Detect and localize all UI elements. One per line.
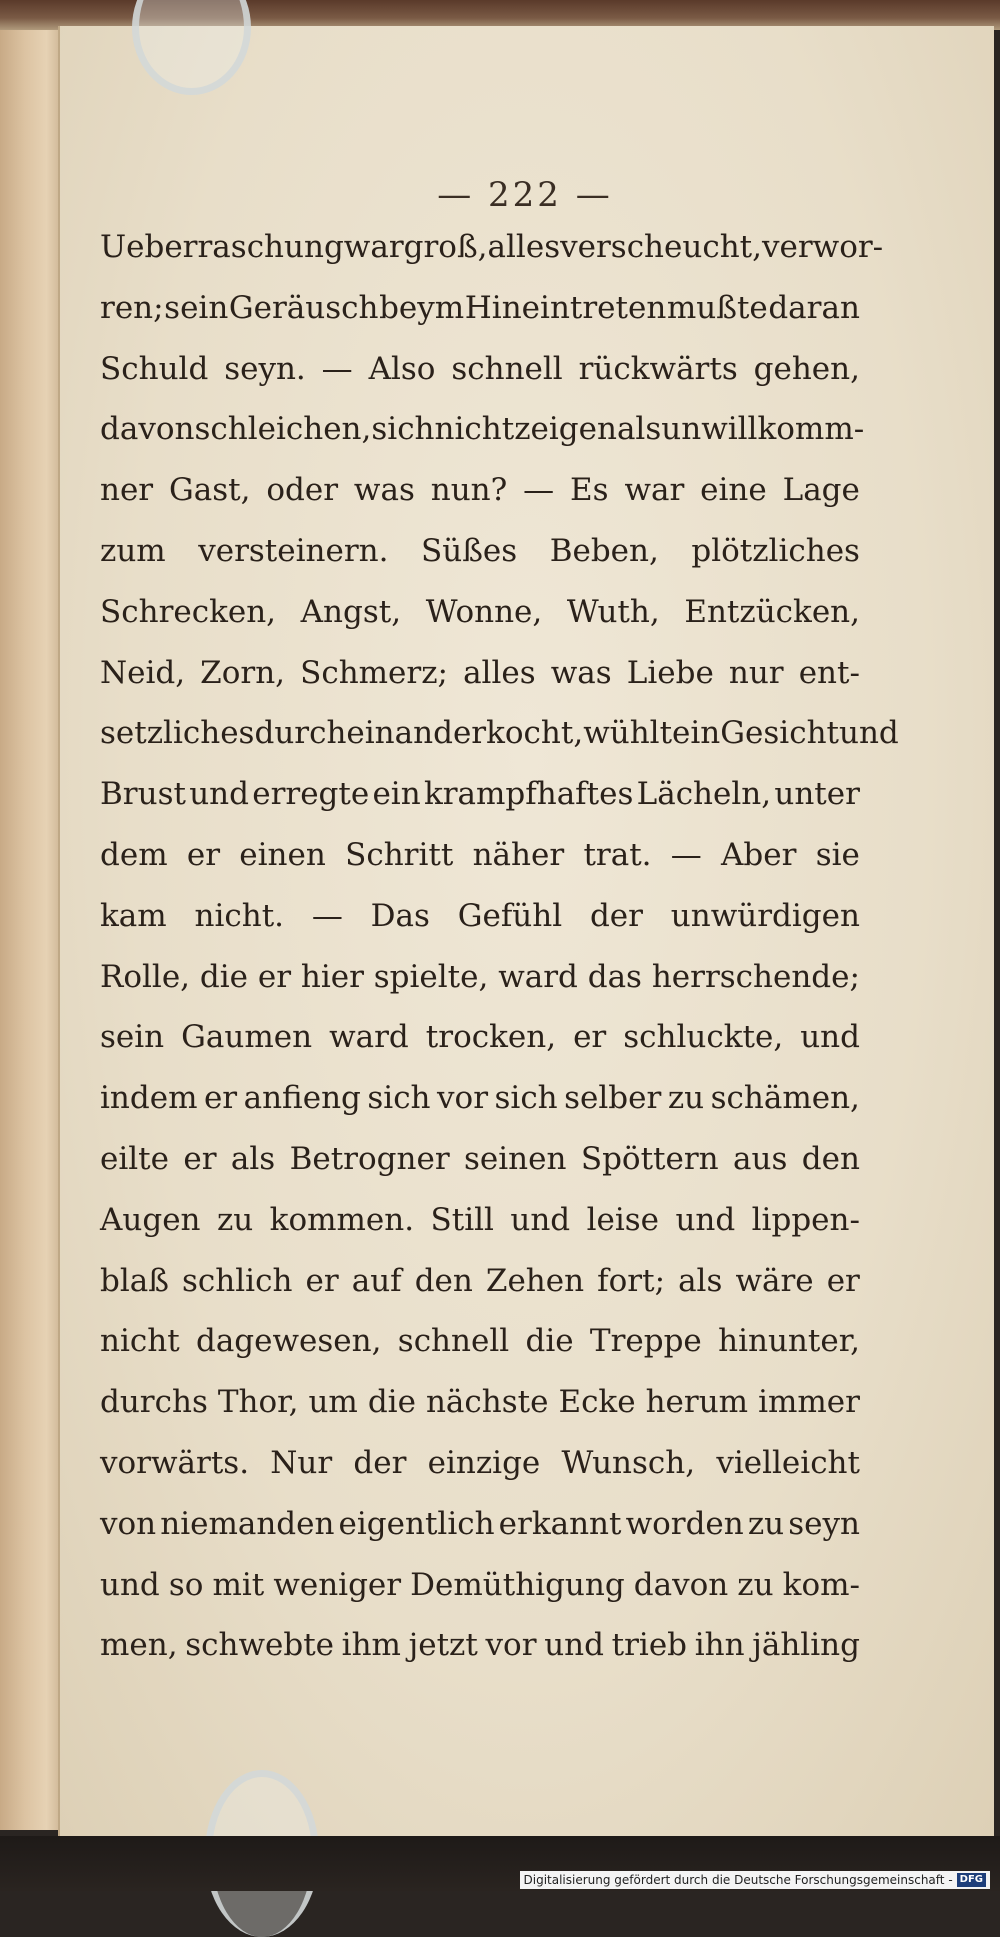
- text-word: vielleicht: [716, 1444, 860, 1481]
- text-word: Nur: [270, 1444, 333, 1481]
- page-stack-edge: [0, 30, 62, 1830]
- text-word: mit: [212, 1566, 265, 1603]
- text-word: er: [203, 1080, 238, 1117]
- text-word: alles: [487, 229, 561, 265]
- text-word: vorwärts.: [100, 1444, 250, 1481]
- text-word: hier: [300, 958, 364, 995]
- text-line: [100, 947, 860, 1008]
- text-word: auf: [351, 1262, 402, 1299]
- text-word: zu: [747, 1505, 785, 1542]
- text-word: Hineintreten: [464, 289, 667, 326]
- text-word: dagewesen,: [195, 1323, 382, 1360]
- text-word: Thor,: [217, 1384, 299, 1421]
- text-word: unter: [774, 776, 860, 813]
- text-word: durchs: [100, 1384, 208, 1421]
- text-word: er: [257, 958, 292, 995]
- text-line: [100, 1068, 860, 1129]
- text-word: Gaumen: [181, 1019, 313, 1056]
- text-word: Angst,: [300, 593, 402, 630]
- text-word: kom-: [782, 1566, 860, 1603]
- text-word: gehen,: [753, 350, 860, 387]
- text-word: und: [675, 1201, 736, 1238]
- text-word: jähling: [752, 1627, 860, 1664]
- text-word: herrschende;: [651, 958, 860, 995]
- text-word: aus: [733, 1140, 788, 1177]
- body-text: [100, 217, 899, 1676]
- text-word: er: [826, 1262, 860, 1299]
- text-word: näher: [472, 836, 565, 873]
- text-word: Treppe: [589, 1323, 702, 1360]
- text-word: schwebte: [185, 1627, 334, 1664]
- text-word: ner: [100, 472, 154, 509]
- text-line: [100, 703, 899, 764]
- text-word: Gesicht: [720, 715, 839, 752]
- text-word: nicht: [434, 411, 515, 448]
- text-word: nächste: [425, 1384, 549, 1421]
- text-word: schnell: [397, 1323, 510, 1360]
- text-word: Brust: [100, 776, 186, 813]
- text-word: in: [690, 715, 721, 752]
- text-line: [100, 278, 860, 339]
- text-word: versteinern.: [198, 532, 389, 569]
- text-word: wäre: [735, 1262, 814, 1299]
- text-word: dem: [100, 836, 168, 873]
- text-word: worden: [625, 1505, 744, 1542]
- text-word: seyn: [788, 1505, 860, 1542]
- text-word: ein: [372, 776, 421, 813]
- text-word: men,: [100, 1627, 178, 1664]
- text-word: kam: [100, 897, 167, 934]
- text-word: trat.: [583, 836, 652, 873]
- text-word: ren;: [100, 289, 164, 326]
- text-word: Rolle,: [100, 958, 191, 995]
- text-word: hinunter,: [718, 1323, 860, 1360]
- text-word: Ecke: [558, 1384, 636, 1421]
- text-word: um: [308, 1384, 358, 1421]
- text-word: sich: [494, 1080, 558, 1117]
- text-word: Schmerz;: [300, 654, 448, 691]
- text-word: leise: [586, 1201, 660, 1238]
- text-line: [100, 643, 860, 704]
- text-line: [100, 1372, 860, 1433]
- text-word: er: [183, 1140, 217, 1177]
- text-word: wühlte: [583, 715, 691, 752]
- text-word: sich: [371, 411, 435, 448]
- text-word: Demüthigung: [410, 1566, 625, 1603]
- text-word: Also: [368, 350, 436, 387]
- text-word: seyn.: [224, 350, 306, 387]
- text-line: [100, 1251, 860, 1312]
- text-word: vor: [437, 1080, 489, 1117]
- text-word: Das: [370, 897, 430, 934]
- text-word: einen: [239, 836, 326, 873]
- text-word: als: [616, 411, 662, 448]
- text-word: Zehen: [485, 1262, 585, 1299]
- text-line: [100, 764, 860, 825]
- text-line: [100, 399, 865, 460]
- text-word: verscheucht,: [560, 229, 762, 265]
- text-word: unwürdigen: [670, 897, 860, 934]
- text-word: Süßes: [421, 532, 518, 569]
- credit-text: Digitalisierung gefördert durch die Deutsche Forschungsgemeinschaft -: [523, 1873, 953, 1887]
- text-word: als: [678, 1262, 723, 1299]
- text-word: krampfhaftes: [423, 776, 634, 813]
- text-word: zu: [737, 1566, 774, 1603]
- text-word: einzige: [427, 1444, 541, 1481]
- text-word: Schrecken,: [100, 593, 277, 630]
- text-word: war: [343, 229, 404, 265]
- text-word: Wunsch,: [561, 1444, 696, 1481]
- text-word: was: [353, 472, 415, 509]
- text-word: Spöttern: [580, 1140, 719, 1177]
- text-word: Lage: [782, 472, 860, 509]
- digitization-credit: [520, 1871, 991, 1889]
- text-word: sein: [164, 289, 229, 326]
- text-word: erregte: [252, 776, 370, 813]
- text-word: und: [544, 1627, 604, 1664]
- text-word: nicht: [100, 1323, 180, 1360]
- text-word: setzliches: [100, 715, 255, 752]
- text-word: Geräusch: [228, 289, 379, 326]
- text-word: niemanden: [160, 1505, 335, 1542]
- text-line: [100, 1007, 860, 1068]
- text-word: der: [589, 897, 643, 934]
- text-word: und: [839, 715, 899, 752]
- text-word: und: [510, 1201, 571, 1238]
- text-word: mußte: [666, 289, 768, 326]
- text-word: ward: [329, 1019, 409, 1056]
- text-word: Lächeln,: [636, 776, 772, 813]
- text-word: plötzliches: [691, 532, 860, 569]
- text-word: schlich: [182, 1262, 293, 1299]
- text-word: was: [550, 654, 612, 691]
- text-word: und: [100, 1566, 160, 1603]
- text-word: schluckte,: [623, 1019, 784, 1056]
- text-word: immer: [758, 1384, 860, 1421]
- text-word: oder: [266, 472, 339, 509]
- text-word: kommen.: [269, 1201, 415, 1238]
- text-word: sich: [367, 1080, 431, 1117]
- text-line: [100, 460, 860, 521]
- text-word: rückwärts: [578, 350, 738, 387]
- text-word: Es: [570, 472, 609, 509]
- text-word: Betrogner: [289, 1140, 450, 1177]
- text-word: indem: [100, 1080, 198, 1117]
- text-word: und: [800, 1019, 860, 1056]
- text-line: [100, 1129, 860, 1190]
- text-line: [100, 521, 860, 582]
- text-word: —: [311, 897, 343, 934]
- text-line: [100, 582, 860, 643]
- text-word: die: [525, 1323, 574, 1360]
- text-word: anfieng: [243, 1080, 361, 1117]
- text-line: [100, 886, 860, 947]
- text-word: war: [624, 472, 685, 509]
- text-word: erkannt: [498, 1505, 622, 1542]
- text-word: davon: [633, 1566, 729, 1603]
- text-word: spielte,: [373, 958, 489, 995]
- text-word: trieb: [611, 1627, 688, 1664]
- text-line: [100, 1615, 860, 1676]
- text-word: ihm: [341, 1627, 401, 1664]
- text-word: Schritt: [345, 836, 454, 873]
- text-word: Gefühl: [457, 897, 563, 934]
- text-word: herum: [645, 1384, 749, 1421]
- dfg-logo: DFG: [957, 1873, 986, 1887]
- text-word: sie: [815, 836, 860, 873]
- text-word: er: [186, 836, 221, 873]
- text-word: blaß: [100, 1262, 169, 1299]
- text-word: und: [189, 776, 249, 813]
- text-word: daran: [768, 289, 860, 326]
- footer-bar: [0, 1836, 1000, 1891]
- text-word: —: [321, 350, 353, 387]
- text-word: zum: [100, 532, 166, 569]
- text-word: Aber: [721, 836, 797, 873]
- text-word: Augen: [100, 1201, 201, 1238]
- text-word: vor: [485, 1627, 537, 1664]
- text-word: das: [587, 958, 642, 995]
- text-word: groß,: [403, 229, 488, 265]
- text-word: zu: [667, 1080, 705, 1117]
- text-word: weniger: [273, 1566, 402, 1603]
- text-word: selber: [564, 1080, 662, 1117]
- text-word: Neid,: [100, 654, 186, 691]
- text-word: er: [305, 1262, 339, 1299]
- text-word: verwor-: [761, 229, 884, 265]
- text-line: [100, 1555, 860, 1616]
- text-word: davonschleichen,: [100, 411, 372, 448]
- text-line: [100, 339, 860, 400]
- text-word: eigentlich: [338, 1505, 495, 1542]
- text-word: die: [199, 958, 248, 995]
- text-word: von: [100, 1505, 157, 1542]
- text-word: jetzt: [408, 1627, 478, 1664]
- text-word: Wuth,: [566, 593, 660, 630]
- page-number: — 222 —: [437, 175, 613, 215]
- text-line: [100, 1433, 860, 1494]
- text-word: lippen-: [751, 1201, 860, 1238]
- text-line: [100, 825, 860, 886]
- text-word: eine: [700, 472, 767, 509]
- text-word: zu: [216, 1201, 254, 1238]
- text-word: —: [523, 472, 555, 509]
- text-word: den: [414, 1262, 473, 1299]
- text-word: durcheinanderkocht,: [254, 715, 584, 752]
- text-word: Entzücken,: [684, 593, 860, 630]
- text-word: den: [801, 1140, 860, 1177]
- text-word: ward: [498, 958, 578, 995]
- text-word: Gast,: [169, 472, 251, 509]
- text-word: Liebe: [626, 654, 714, 691]
- text-line: [100, 217, 884, 278]
- text-word: die: [367, 1384, 416, 1421]
- text-word: Zorn,: [200, 654, 286, 691]
- text-word: schämen,: [710, 1080, 860, 1117]
- text-word: nun?: [430, 472, 508, 509]
- text-word: Wonne,: [425, 593, 543, 630]
- text-word: nur: [728, 654, 784, 691]
- text-word: alles: [463, 654, 536, 691]
- text-word: fort;: [597, 1262, 666, 1299]
- text-word: beym: [379, 289, 465, 326]
- text-word: ihn: [694, 1627, 745, 1664]
- text-word: Beben,: [549, 532, 659, 569]
- text-word: als: [230, 1140, 276, 1177]
- text-word: —: [670, 836, 702, 873]
- text-word: sein: [100, 1019, 165, 1056]
- text-word: zeigen: [514, 411, 617, 448]
- text-word: so: [168, 1566, 204, 1603]
- text-word: Ueberraschung: [100, 229, 344, 265]
- text-word: Still: [430, 1201, 494, 1238]
- text-word: schnell: [451, 350, 563, 387]
- text-line: [100, 1311, 860, 1372]
- text-word: ent-: [798, 654, 860, 691]
- text-word: er: [573, 1019, 607, 1056]
- text-word: Schuld: [100, 350, 209, 387]
- text-word: unwillkomm-: [661, 411, 865, 448]
- text-word: der: [353, 1444, 407, 1481]
- text-word: trocken,: [425, 1019, 557, 1056]
- text-line: [100, 1190, 860, 1251]
- text-line: [100, 1494, 860, 1555]
- text-word: seinen: [464, 1140, 567, 1177]
- text-word: nicht.: [194, 897, 285, 934]
- text-word: eilte: [100, 1140, 169, 1177]
